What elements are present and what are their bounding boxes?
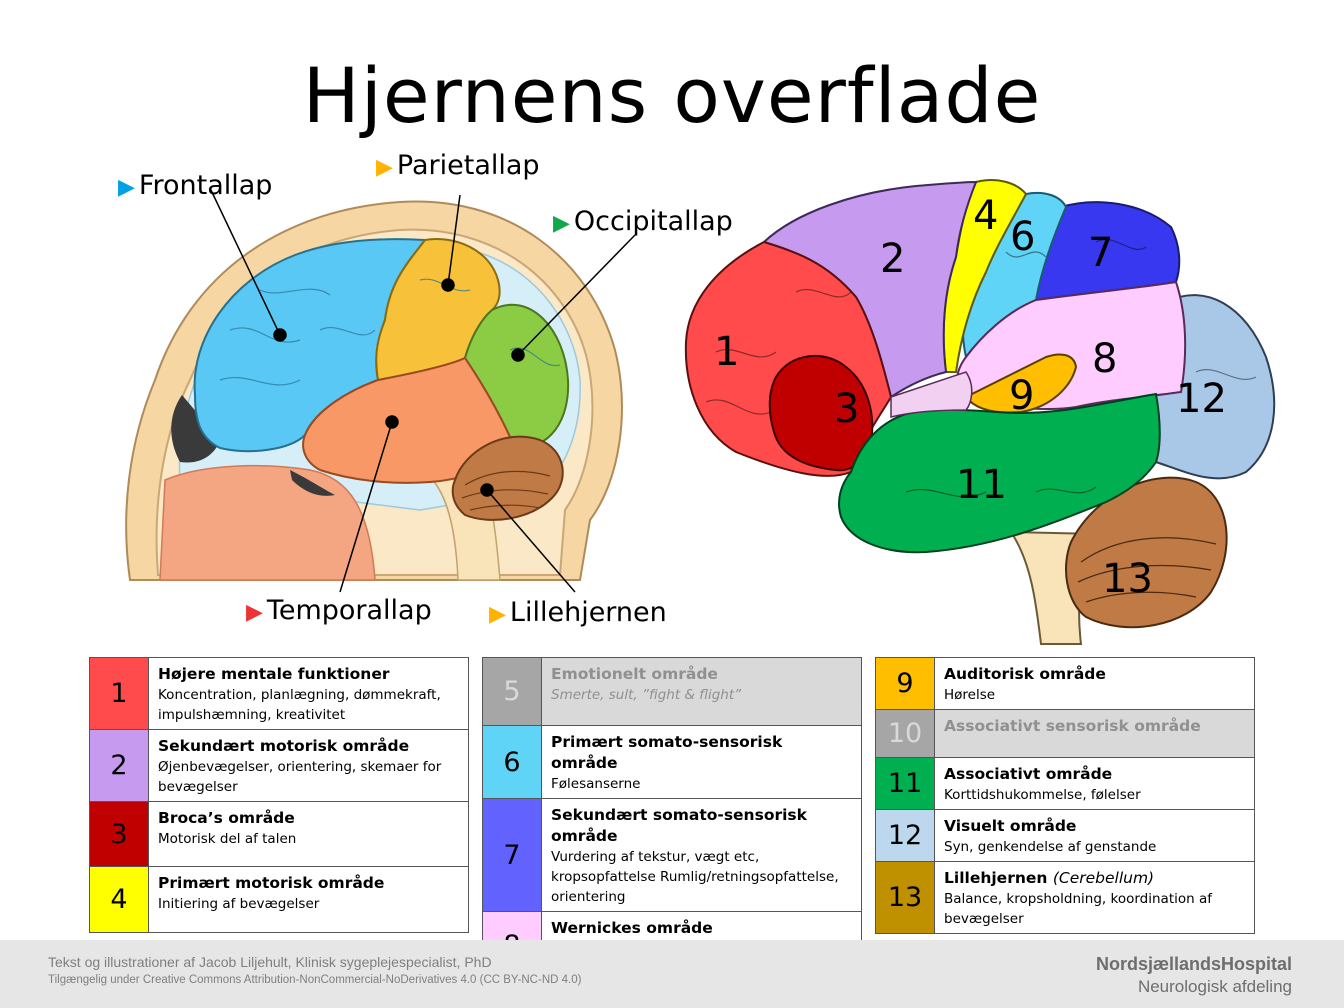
legend-title: Auditorisk område: [944, 665, 1106, 683]
legend-number: 9: [876, 658, 935, 710]
legend-title: Sekundært somato-sensorisk område: [551, 806, 807, 845]
legend-row: [483, 658, 862, 726]
legend-row: [90, 658, 469, 730]
area-number: 11: [956, 462, 1007, 508]
legend-title: Associativt sensorisk område: [944, 717, 1201, 735]
legend-number: 11: [876, 758, 935, 810]
legend-table-2: [482, 657, 862, 980]
lobe-label-parietal: [376, 150, 540, 184]
legend-number: 12: [876, 810, 935, 862]
legend-title: Sekundært motorisk område: [158, 737, 410, 755]
lobe-label-text: Occipitallap: [573, 206, 733, 237]
legend-row: [876, 658, 1255, 710]
lobe-label-cerebellum: [489, 597, 667, 631]
legend-table-3: [875, 657, 1255, 934]
lobe-label-text: Parietallap: [396, 150, 540, 181]
legend-title: Visuelt område: [944, 817, 1077, 835]
legend-number: 4: [90, 867, 149, 933]
legend-number: 13: [876, 862, 935, 934]
legend-title: Wernickes område: [551, 919, 713, 937]
legend-title-latin: (Cerebellum): [1052, 869, 1155, 887]
lobe-label-text: Lillehjernen: [509, 597, 667, 628]
legend-title: [944, 868, 1247, 889]
page-title: Hjernens overflade: [302, 51, 1042, 140]
play-triangle-icon: ▶: [489, 602, 506, 627]
area-number: 4: [973, 193, 999, 239]
footer: [0, 940, 1344, 1008]
footer-credit: Tekst og illustrationer af Jacob Liljehult, Klinisk sygeplejespecialist, PhD: [48, 954, 492, 970]
area-number: 7: [1088, 230, 1114, 276]
legend-row: [876, 862, 1255, 934]
brain-areas-illustration: [676, 172, 1286, 650]
play-triangle-icon: ▶: [118, 175, 135, 200]
area-number: 8: [1092, 336, 1118, 382]
legend-row: [90, 802, 469, 867]
legend-title: Emotionelt område: [551, 665, 718, 683]
area-number: 6: [1010, 214, 1036, 260]
legend-desc: Balance, kropsholdning, koordination af bevægelser: [944, 891, 1213, 927]
footer-license: Tilgængelig under Creative Commons Attribution-NonCommercial-NoDerivatives 4.0 (CC BY-NC-ND 4.0): [48, 974, 582, 986]
legend-number: 1: [90, 658, 149, 730]
legend-title: Associativt område: [944, 765, 1113, 783]
legend-desc: Motorisk del af talen: [158, 831, 297, 847]
area-number: 2: [880, 236, 906, 282]
legend-number: 3: [90, 802, 149, 867]
lobe-label-text: Frontallap: [138, 170, 273, 201]
lobe-label-text: Temporallap: [266, 595, 432, 626]
legend-number: 7: [483, 799, 542, 912]
play-triangle-icon: ▶: [376, 155, 393, 180]
legend-desc: Initiering af bevægelser: [158, 896, 320, 912]
legend-number: 2: [90, 730, 149, 802]
lobe-label-temporal: [246, 595, 432, 629]
legend-desc: Hørelse: [944, 687, 996, 703]
legend-row: [876, 758, 1255, 810]
play-triangle-icon: ▶: [246, 600, 263, 625]
legend-number: 6: [483, 726, 542, 799]
legend-desc: Koncentration, planlægning, dømmekraft, impulshæmning, kreativitet: [158, 687, 441, 723]
area-number: 9: [1009, 373, 1035, 419]
legend-title: Højere mentale funktioner: [158, 665, 390, 683]
footer-organization: NordsjællandsHospital: [1095, 954, 1292, 974]
area-number: 13: [1102, 556, 1153, 602]
legend-title: Primært somato-sensorisk område: [551, 733, 783, 772]
legend-number: 5: [483, 658, 542, 726]
head-lobes-illustration: [120, 180, 640, 600]
legend-title: Primært motorisk område: [158, 874, 385, 892]
area-number: 3: [834, 386, 860, 432]
legend-row: [90, 730, 469, 802]
legend-desc: Smerte, sult, ”fight & flight”: [551, 687, 742, 703]
legend-desc: Syn, genkendelse af genstande: [944, 839, 1157, 855]
legend-desc: Øjenbevægelser, orientering, skemaer for bevægelser: [158, 759, 442, 795]
legend-title: Broca’s område: [158, 809, 295, 827]
area-number: 12: [1176, 376, 1227, 422]
area-number: 1: [714, 329, 740, 375]
legend-desc: Følesanserne: [551, 776, 641, 792]
legend-desc: Korttidshukommelse, følelser: [944, 787, 1141, 803]
legend-row: [876, 810, 1255, 862]
play-triangle-icon: ▶: [553, 211, 570, 236]
legend-row: [483, 799, 862, 912]
footer-department: Neurologisk afdeling: [1137, 977, 1292, 996]
legend-desc: Vurdering af tekstur, vægt etc, kropsopfattelse Rumlig/retningsopfattelse, orientering: [551, 849, 839, 905]
legend-row: [876, 710, 1255, 758]
legend-title-text: Lillehjernen: [944, 869, 1048, 887]
legend-table-1: [89, 657, 469, 933]
legend-number: 10: [876, 710, 935, 758]
legend-row: [483, 726, 862, 799]
legend-row: [90, 867, 469, 933]
